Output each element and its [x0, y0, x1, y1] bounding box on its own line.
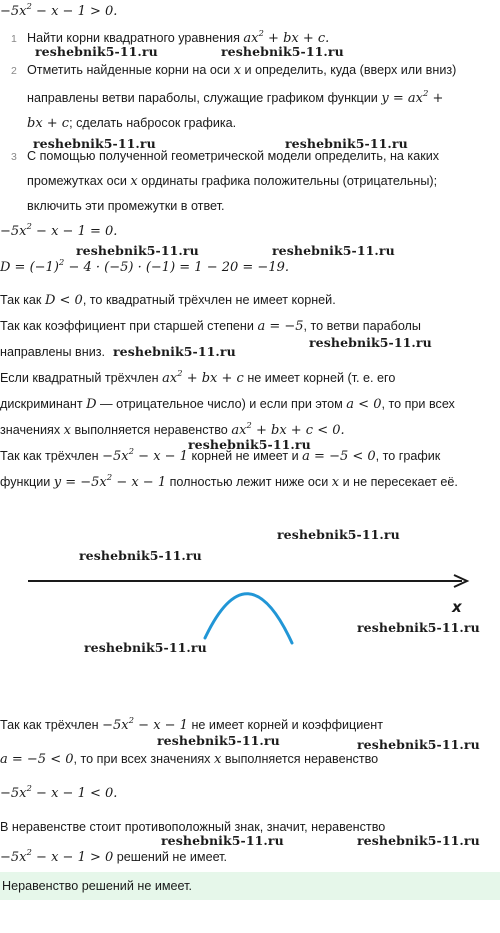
p3-text-a: Если квадратный трёхчлен	[0, 371, 159, 385]
paragraph-6-line-2	[0, 850, 227, 865]
p4-text-c: , то график	[375, 449, 441, 463]
answer-box	[0, 872, 500, 900]
p5-text-c: , то при всех значениях	[73, 752, 211, 766]
step-number: 1	[11, 33, 17, 45]
p5-math-a: a = −5 < 0	[0, 752, 74, 767]
p4-math-func: $y = -5x^2 - x - 1$	[53, 473, 167, 490]
discriminant: $D = (-1)^2 - 4 \cdot (-5) \cdot (-1) = 1 - 20 = -19$.	[0, 258, 290, 275]
watermark: reshebnik5-11.ru	[35, 44, 158, 59]
p5-text-b: не имеет корней и коэффициент	[191, 718, 383, 732]
p3-text-c: дискриминант	[0, 397, 83, 411]
p2-text-b: , то ветви параболы	[303, 319, 421, 333]
p4-text-d: функции	[0, 475, 51, 489]
paragraph-3-line-3	[0, 423, 345, 438]
p3-math-ineq: $ax^2$ + bx + c < 0.	[231, 421, 345, 438]
watermark: reshebnik5-11.ru	[84, 640, 207, 655]
p4-text-b: корней не имеет и	[191, 449, 299, 463]
p3-text-b: не имеет корней (т. е. его	[247, 371, 396, 385]
step-1-label: Найти корни квадратного уравнения	[27, 31, 240, 45]
equation: $-5x^2 - x - 1 = 0$.	[0, 222, 118, 239]
paragraph-5-line-1	[0, 718, 383, 733]
watermark: reshebnik5-11.ru	[113, 344, 236, 359]
watermark: reshebnik5-11.ru	[188, 437, 311, 452]
p4-math-a: a = −5 < 0	[302, 449, 376, 464]
watermark: reshebnik5-11.ru	[76, 243, 199, 258]
watermark: reshebnik5-11.ru	[357, 620, 480, 635]
step-2-text-c: направлены ветви параболы, служащие графиком функции	[27, 91, 378, 105]
step-3-text-b: промежутках оси	[27, 174, 127, 188]
x-axis-label: x	[452, 598, 462, 616]
parabola-curve	[205, 594, 292, 643]
p3-text-f: значениях	[0, 423, 61, 437]
watermark: reshebnik5-11.ru	[221, 44, 344, 59]
p3-math: $ax^2$ + bx + c	[162, 369, 244, 386]
watermark: reshebnik5-11.ru	[285, 136, 408, 151]
p1-text-a: Так как	[0, 293, 42, 307]
step-2-text-a: Отметить найденные корни на оси	[27, 63, 231, 77]
paragraph-6-line-1: В неравенстве стоит противоположный знак, значит, неравенство	[0, 820, 386, 834]
paragraph-3-line-1	[0, 371, 395, 386]
p2-math: a = −5	[257, 319, 304, 334]
p4-text-f: и не пересекает её.	[342, 475, 458, 489]
watermark: reshebnik5-11.ru	[157, 733, 280, 748]
p3-text-d: — отрицательное число) и если при этом	[100, 397, 343, 411]
p1-text-b: , то квадратный трёхчлен не имеет корней.	[82, 293, 336, 307]
step-3-line-1: С помощью полученной геометрической модели определить, на каких	[27, 149, 440, 163]
step-3-line-3: включить эти промежутки в ответ.	[27, 199, 225, 213]
p6-text-b: решений не имеет.	[116, 850, 228, 864]
p3-math-x: x	[63, 423, 71, 438]
watermark: reshebnik5-11.ru	[272, 243, 395, 258]
p1-math: D < 0	[44, 293, 83, 308]
step-2-math-func2: bx + c	[27, 116, 70, 131]
p5-text-a: Так как трёхчлен	[0, 718, 99, 732]
watermark: reshebnik5-11.ru	[357, 833, 480, 848]
answer-text: Неравенство решений не имеет.	[2, 879, 192, 893]
step-number: 3	[11, 151, 17, 163]
step-2-text-d: ; сделать набросок графика.	[69, 116, 237, 130]
paragraph-4-line-2	[0, 475, 458, 490]
parabola-sketch	[0, 555, 500, 665]
p5-math-x: x	[213, 752, 222, 767]
step-2-math-func: $y = ax^2$ +	[381, 89, 444, 106]
step-2-line-2	[27, 91, 443, 106]
watermark: reshebnik5-11.ru	[357, 737, 480, 752]
p3-text-e: , то при всех	[381, 397, 455, 411]
p3-math-d: D	[86, 397, 97, 412]
step-3-line-2	[27, 174, 437, 189]
watermark: reshebnik5-11.ru	[79, 548, 202, 563]
watermark: reshebnik5-11.ru	[277, 527, 400, 542]
p4-math: $-5x^2 - x - 1$	[102, 447, 188, 464]
p4-text-a: Так как трёхчлен	[0, 449, 99, 463]
step-3-math-x: x	[130, 174, 138, 189]
step-2-line-3	[27, 116, 236, 131]
p5-text-d: выполняется неравенство	[224, 752, 379, 766]
step-3-text-c: ординаты графика положительны (отрицательны);	[141, 174, 438, 188]
p5-math: $-5x^2 - x - 1$	[102, 716, 188, 733]
paragraph-2-line-1	[0, 319, 421, 334]
step-2-math-x: x	[233, 63, 242, 78]
paragraph-2-line-2: направлены вниз.	[0, 345, 105, 359]
paragraph-1	[0, 293, 336, 308]
watermark: reshebnik5-11.ru	[161, 833, 284, 848]
step-2-line-1	[27, 63, 456, 78]
step-1-math: $ax^2$ + bx + c.	[243, 29, 330, 46]
p4-math-x: x	[331, 475, 340, 490]
header-inequality: $-5x^2 - x - 1 > 0$.	[0, 2, 118, 19]
step-2-text-b: и определить, куда (вверх или вниз)	[244, 63, 457, 77]
p3-text-g: выполняется неравенство	[74, 423, 228, 437]
paragraph-5-line-3: $-5x^2 - x - 1 < 0$.	[0, 784, 118, 801]
paragraph-5-line-2	[0, 752, 378, 767]
paragraph-3-line-2	[0, 397, 455, 412]
p3-math-a: a < 0	[346, 397, 382, 412]
step-number: 2	[11, 65, 17, 77]
p6-math: $-5x^2 - x - 1 > 0$	[0, 848, 114, 865]
watermark: reshebnik5-11.ru	[309, 335, 432, 350]
watermark: reshebnik5-11.ru	[33, 136, 156, 151]
p4-text-e: полностью лежит ниже оси	[169, 475, 329, 489]
p2-text-a: Так как коэффициент при старшей степени	[0, 319, 254, 333]
